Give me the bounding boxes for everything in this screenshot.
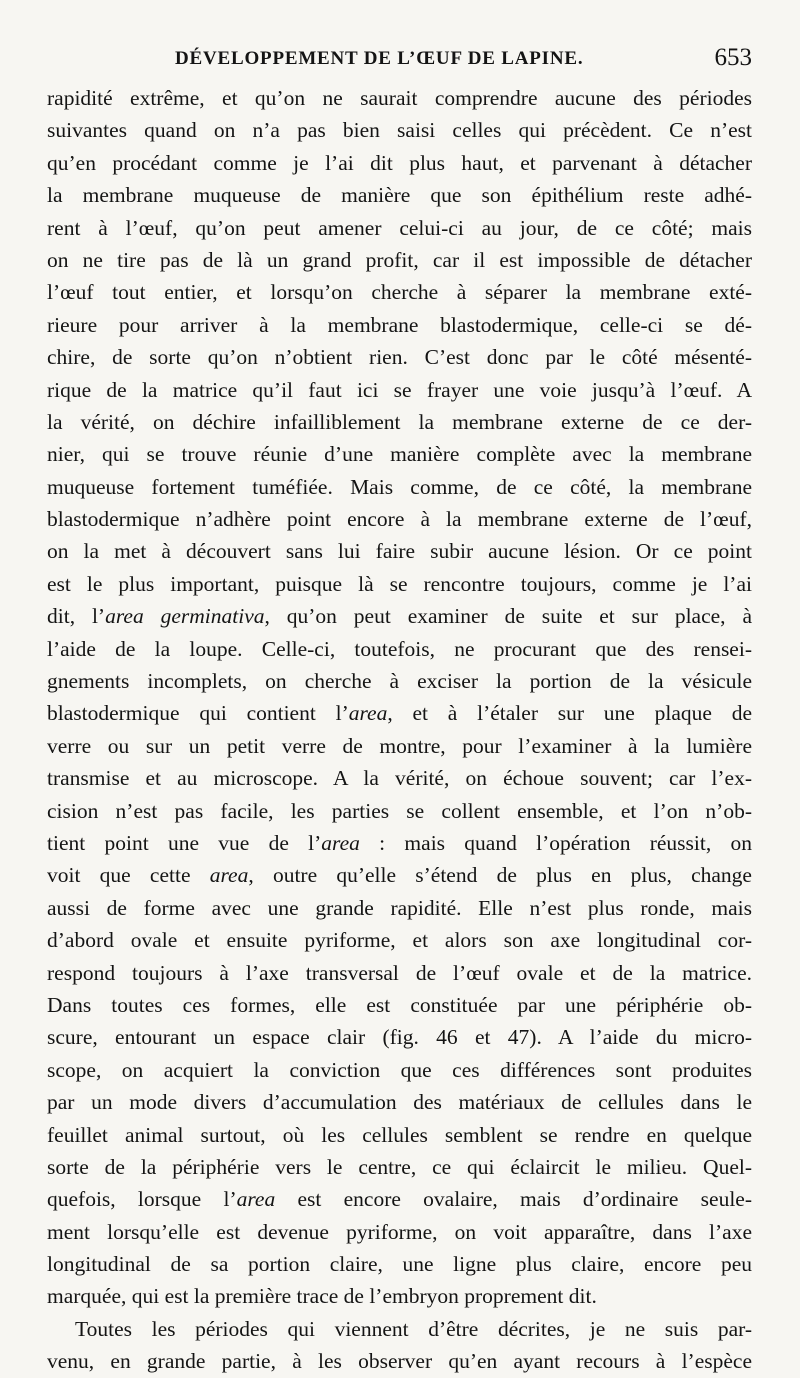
text-line: suivantes quand on n’a pas bien saisi celles qui précèdent. Ce n’est bbox=[47, 118, 752, 143]
text-line: nier, qui se trouve réunie d’une manière complète avec la membrane bbox=[47, 442, 752, 467]
text-line: d’abord ovale et ensuite pyriforme, et alors son axe longitudinal cor- bbox=[47, 928, 752, 953]
text-line: est le plus important, puisque là se rencontre toujours, comme je l’ai bbox=[47, 571, 752, 596]
text-line: transmise et au microscope. A la vérité, on échoue souvent; car l’ex- bbox=[47, 766, 752, 791]
text-line: l’aide de la loupe. Celle-ci, toutefois, ne procurant que des rensei- bbox=[47, 636, 752, 661]
text-line: feuillet animal surtout, où les cellules semblent se rendre en quelque bbox=[47, 1122, 752, 1147]
running-title: DÉVELOPPEMENT DE L’ŒUF DE LAPINE. bbox=[175, 48, 584, 69]
text-line: aussi de forme avec une grande rapidité. Elle n’est plus ronde, mais bbox=[47, 895, 752, 920]
text-line: chire, de sorte qu’on n’obtient rien. C’est donc par le côté mésenté- bbox=[47, 345, 752, 370]
text-line: respond toujours à l’axe transversal de l’œuf ovale et de la matrice. bbox=[47, 960, 752, 985]
text-line: rieure pour arriver à la membrane blastodermique, celle-ci se dé- bbox=[47, 312, 752, 337]
text-line: l’œuf tout entier, et lorsqu’on cherche à séparer la membrane exté- bbox=[47, 280, 752, 305]
text-line: blastodermique qui contient l’area, et à l’étaler sur une plaque de bbox=[47, 701, 752, 726]
text-line: venu, en grande partie, à les observer qu’en ayant recours à l’espèce bbox=[47, 1349, 752, 1374]
text-line: tient point une vue de l’area : mais quand l’opération réussit, on bbox=[47, 830, 752, 855]
text-line: verre ou sur un petit verre de montre, pour l’examiner à la lumière bbox=[47, 733, 752, 758]
text-line: la membrane muqueuse de manière que son épithélium reste adhé- bbox=[47, 183, 752, 208]
text-line: dit, l’area germinativa, qu’on peut examiner de suite et sur place, à bbox=[47, 604, 752, 629]
body-text bbox=[47, 82, 752, 1378]
page-number: 653 bbox=[714, 44, 752, 71]
text-line: ment lorsqu’elle est devenue pyriforme, on voit apparaître, dans l’axe bbox=[47, 1219, 752, 1244]
text-line: rent à l’œuf, qu’on peut amener celui-ci au jour, de ce côté; mais bbox=[47, 215, 752, 240]
text-line: scure, entourant un espace clair (fig. 46 et 47). A l’aide du micro- bbox=[47, 1025, 752, 1050]
text-line: muqueuse fortement tuméfiée. Mais comme, de ce côté, la membrane bbox=[47, 474, 752, 499]
text-line: Toutes les périodes qui viennent d’être décrites, je ne suis par- bbox=[75, 1316, 752, 1341]
text-line: la vérité, on déchire infailliblement la membrane externe de ce der- bbox=[47, 409, 752, 434]
text-line: qu’en procédant comme je l’ai dit plus haut, et parvenant à détacher bbox=[47, 150, 752, 175]
text-line: scope, on acquiert la conviction que ces différences sont produites bbox=[47, 1057, 752, 1082]
text-line: Dans toutes ces formes, elle est constituée par une périphérie ob- bbox=[47, 992, 752, 1017]
text-line: marquée, qui est la première trace de l’embryon proprement dit. bbox=[47, 1284, 597, 1309]
text-line: sorte de la périphérie vers le centre, ce qui éclaircit le milieu. Quel- bbox=[47, 1154, 752, 1179]
text-line: blastodermique n’adhère point encore à la membrane externe de l’œuf, bbox=[47, 507, 752, 532]
text-line: quefois, lorsque l’area est encore ovalaire, mais d’ordinaire seule- bbox=[47, 1187, 753, 1212]
text-line: par un mode divers d’accumulation des matériaux de cellules dans le bbox=[47, 1090, 752, 1115]
text-line: on la met à découvert sans lui faire subir aucune lésion. Or ce point bbox=[47, 539, 752, 564]
text-line: longitudinal de sa portion claire, une ligne plus claire, encore peu bbox=[47, 1252, 752, 1277]
text-line: cision n’est pas facile, les parties se collent ensemble, et l’on n’ob- bbox=[47, 798, 752, 823]
text-line: rique de la matrice qu’il faut ici se frayer une voie jusqu’à l’œuf. A bbox=[47, 377, 752, 402]
text-line: rapidité extrême, et qu’on ne saurait comprendre aucune des périodes bbox=[47, 86, 752, 110]
text-line: gnements incomplets, on cherche à exciser la portion de la vésicule bbox=[47, 669, 752, 694]
text-line: on ne tire pas de là un grand profit, car il est impossible de détacher bbox=[47, 247, 752, 272]
page-header bbox=[0, 44, 800, 78]
text-line: voit que cette area, outre qu’elle s’étend de plus en plus, change bbox=[47, 863, 752, 888]
